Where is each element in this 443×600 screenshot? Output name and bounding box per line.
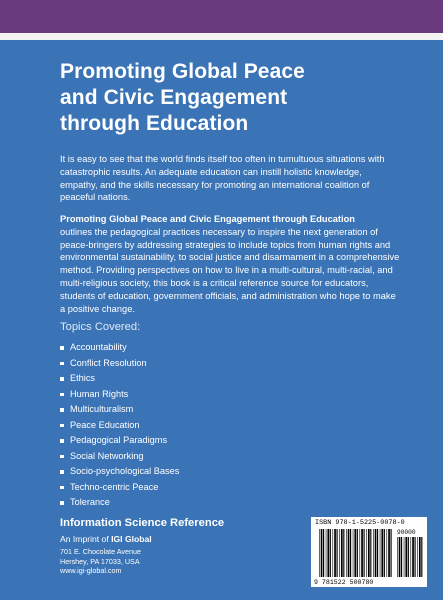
barcode-bar [419,537,421,577]
barcode-bar [326,529,327,577]
barcode-bar [412,537,414,577]
barcode-bar [350,529,351,577]
barcode-bar [391,529,392,577]
publisher-name: Information Science Reference [60,517,225,529]
topic-label: Multiculturalism [70,404,134,414]
bullet-square-icon [60,501,64,505]
barcode-bar [333,529,334,577]
topic-label: Peace Education [70,419,140,430]
isbn-barcode [311,517,427,587]
topic-label: Accountability [70,342,127,352]
barcode-bar [334,529,336,577]
imprint-name: IGI Global [111,534,152,544]
topic-item [60,371,179,387]
barcode-bar [381,529,383,577]
barcode-bar [401,537,402,577]
barcode-bar [361,529,363,577]
barcode-bar [327,529,329,577]
topic-label: Techno-centric Peace [70,481,159,492]
barcode-bar [408,537,409,577]
topic-label: Tolerance [70,497,110,507]
imprint-prefix: An Imprint of [60,534,109,544]
topic-item [60,402,179,418]
bullet-square-icon [60,346,64,350]
bullet-square-icon [60,486,64,490]
barcode-bar [360,529,361,577]
barcode-addon-digits: 90000 [397,529,416,536]
isbn-label: ISBN 978-1-5225-0078-0 [315,519,405,527]
barcode-bar [343,529,344,577]
barcode-bar [330,529,331,577]
intro-paragraph: It is easy to see that the world finds itself too often in tumultuous situations with catastrophic results. An adequate education can instill holistic knowledge, empathy, and the skills necessary for promoting an international coalition of peaceful nations. [60,154,385,203]
barcode-bar [411,537,412,577]
bullet-square-icon [60,455,64,459]
publisher-address [60,547,141,576]
barcode-bar [404,537,405,577]
barcode-bar [368,529,370,577]
barcode-bar [405,537,407,577]
barcode-bar [415,537,416,577]
barcode-bar [354,529,356,577]
barcode-bar [353,529,354,577]
topic-item [60,340,179,356]
book-title [60,59,400,137]
barcode-bar [321,529,323,577]
topic-label: Conflict Resolution [70,357,147,368]
bullet-square-icon [60,470,64,474]
topic-label: Pedagogical Paradigms [70,435,168,445]
publisher-imprint [60,534,152,545]
barcode-main-digits: 9 781522 500780 [314,579,374,586]
description-book-title: Promoting Global Peace and Civic Engagement through Education [60,214,355,224]
bullet-square-icon [60,424,64,428]
barcode-bar [370,529,371,577]
barcode-bar [388,529,390,577]
topic-item [60,433,179,449]
barcode-bar [364,529,365,577]
topic-label: Ethics [70,373,96,383]
bullet-square-icon [60,439,64,443]
barcode-bar [397,537,398,577]
barcode-bar [366,529,367,577]
barcode-bar [319,529,320,577]
barcode-bars-addon [397,537,422,577]
topic-label: Human Rights [70,388,129,399]
book-title-line-1: Promoting Global Peace [60,60,305,83]
bullet-square-icon [60,377,64,381]
barcode-bar [339,529,340,577]
barcode-bar [377,529,378,577]
barcode-bar [357,529,358,577]
topic-label: Social Networking [70,450,144,461]
barcode-bar [348,529,350,577]
book-title-line-2: and Civic Engagement [60,86,288,109]
barcode-bar [387,529,388,577]
top-color-band [0,0,443,33]
barcode-bars-main [319,529,392,577]
topics-list [60,340,179,511]
barcode-bar [337,529,338,577]
topic-item [60,480,179,496]
top-divider-line [0,33,443,40]
topic-item [60,464,179,480]
barcode-bar [373,529,374,577]
topic-label: Socio-psychological Bases [70,466,180,476]
topic-item [60,387,179,403]
topic-item [60,495,179,511]
topic-item [60,418,179,434]
bullet-square-icon [60,362,64,366]
barcode-graphic [311,517,427,587]
address-line: Hershey, PA 17033, USA [60,556,140,566]
address-line: 701 E. Chocolate Avenue [60,547,141,556]
description-paragraph [60,213,400,315]
bullet-square-icon [60,393,64,397]
barcode-bar [384,529,385,577]
barcode-bar [417,537,418,577]
barcode-bar [421,537,422,577]
barcode-bar [375,529,377,577]
barcode-bar [341,529,343,577]
barcode-bar [323,529,324,577]
bullet-square-icon [60,408,64,412]
barcode-bar [380,529,381,577]
barcode-bar [346,529,347,577]
barcode-bar [399,537,401,577]
description-body: outlines the pedagogical practices necessary to inspire the next generation of peace-bringers by addressing strategies to include topics from human rights and environmental sustainability, to social justice and disarmament in a comprehensive method. Providing perspectives on how to live in a multi-cultural, multi-racial, and multi-religious society, this book is a critical reference source for educators, students of education, government officials, and administration who hope to make a positive change. [60,226,400,314]
topic-item [60,449,179,465]
topic-item [60,356,179,372]
address-line: www.igi-global.com [60,566,122,576]
topics-heading: Topics Covered: [60,321,141,333]
book-title-line-3: through Education [60,112,249,135]
